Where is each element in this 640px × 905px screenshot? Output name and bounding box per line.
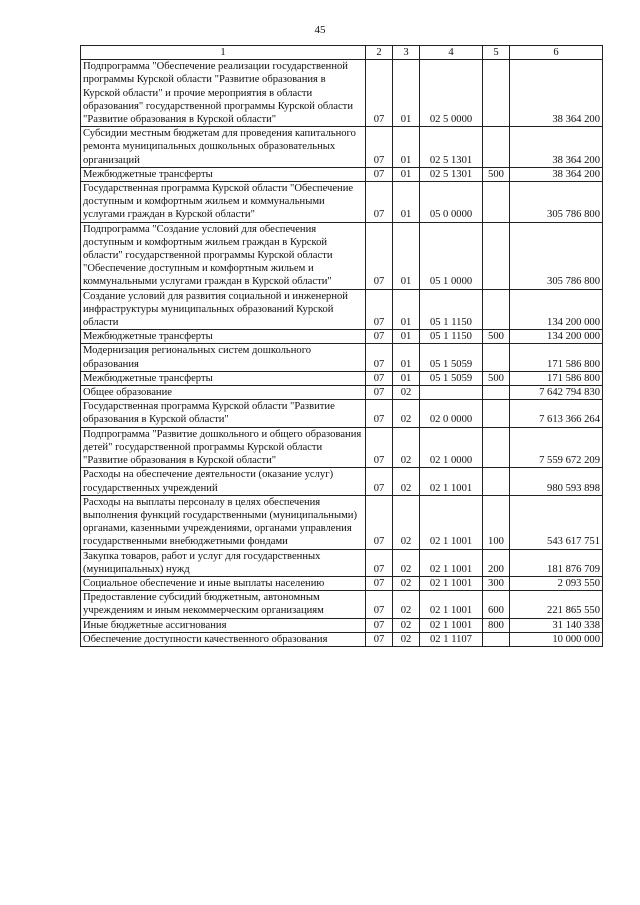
row-target-code-cell: 05 1 5059 xyxy=(420,344,483,371)
column-header: 4 xyxy=(420,46,483,60)
row-section-cell: 07 xyxy=(366,386,393,400)
row-name-cell: Социальное обеспечение и иные выплаты населению xyxy=(81,576,366,590)
row-name-cell: Субсидии местным бюджетам для проведения капитального ремонта муниципальных дошкольных образовательных организаций xyxy=(81,127,366,168)
row-amount-cell: 10 000 000 xyxy=(510,632,603,646)
table-row xyxy=(81,427,603,468)
row-subsection-cell: 02 xyxy=(393,427,420,468)
table-row xyxy=(81,632,603,646)
row-expense-type-cell xyxy=(483,222,510,289)
row-subsection-cell: 02 xyxy=(393,632,420,646)
row-expense-type-cell xyxy=(483,468,510,495)
row-name-cell: Государственная программа Курской области "Обеспечение доступным и комфортным жильем и коммунальными услугами граждан в Курской области" xyxy=(81,182,366,223)
table-row xyxy=(81,386,603,400)
row-section-cell: 07 xyxy=(366,427,393,468)
row-target-code-cell: 05 0 0000 xyxy=(420,182,483,223)
row-name-cell: Закупка товаров, работ и услуг для государственных (муниципальных) нужд xyxy=(81,549,366,576)
row-section-cell: 07 xyxy=(366,60,393,127)
column-header: 1 xyxy=(81,46,366,60)
row-expense-type-cell: 500 xyxy=(483,330,510,344)
row-amount-cell: 2 093 550 xyxy=(510,576,603,590)
row-target-code-cell: 02 1 1001 xyxy=(420,495,483,549)
row-expense-type-cell xyxy=(483,386,510,400)
row-subsection-cell: 02 xyxy=(393,576,420,590)
row-name-cell: Модернизация региональных систем дошкольного образования xyxy=(81,344,366,371)
table-row xyxy=(81,344,603,371)
row-section-cell: 07 xyxy=(366,400,393,427)
row-expense-type-cell: 600 xyxy=(483,591,510,618)
row-expense-type-cell xyxy=(483,182,510,223)
row-target-code-cell: 02 1 1001 xyxy=(420,591,483,618)
row-expense-type-cell xyxy=(483,427,510,468)
row-expense-type-cell: 300 xyxy=(483,576,510,590)
row-section-cell: 07 xyxy=(366,289,393,330)
row-name-cell: Общее образование xyxy=(81,386,366,400)
table-row xyxy=(81,549,603,576)
row-section-cell: 07 xyxy=(366,468,393,495)
row-subsection-cell: 02 xyxy=(393,549,420,576)
row-subsection-cell: 01 xyxy=(393,182,420,223)
row-amount-cell: 305 786 800 xyxy=(510,222,603,289)
row-target-code-cell: 05 1 1150 xyxy=(420,289,483,330)
row-expense-type-cell xyxy=(483,60,510,127)
row-subsection-cell: 02 xyxy=(393,468,420,495)
row-amount-cell: 181 876 709 xyxy=(510,549,603,576)
row-amount-cell: 305 786 800 xyxy=(510,182,603,223)
row-expense-type-cell xyxy=(483,400,510,427)
row-name-cell: Межбюджетные трансферты xyxy=(81,371,366,385)
row-amount-cell: 38 364 200 xyxy=(510,127,603,168)
row-target-code-cell: 02 5 1301 xyxy=(420,167,483,181)
row-section-cell: 07 xyxy=(366,222,393,289)
row-subsection-cell: 02 xyxy=(393,591,420,618)
row-name-cell: Расходы на выплаты персоналу в целях обеспечения выполнения функций государственными (муниципальными) органами, казенными учреждениями, органами управления государственными внебюджетными фондами xyxy=(81,495,366,549)
row-amount-cell: 7 613 366 264 xyxy=(510,400,603,427)
row-section-cell: 07 xyxy=(366,344,393,371)
row-expense-type-cell xyxy=(483,344,510,371)
table-row xyxy=(81,576,603,590)
row-subsection-cell: 02 xyxy=(393,400,420,427)
row-section-cell: 07 xyxy=(366,330,393,344)
row-target-code-cell: 02 1 1001 xyxy=(420,549,483,576)
row-subsection-cell: 01 xyxy=(393,222,420,289)
row-section-cell: 07 xyxy=(366,549,393,576)
row-section-cell: 07 xyxy=(366,182,393,223)
table-row xyxy=(81,330,603,344)
row-section-cell: 07 xyxy=(366,495,393,549)
row-name-cell: Предоставление субсидий бюджетным, автономным учреждениям и иным некоммерческим организациям xyxy=(81,591,366,618)
row-section-cell: 07 xyxy=(366,576,393,590)
table-row xyxy=(81,127,603,168)
row-expense-type-cell: 500 xyxy=(483,167,510,181)
row-target-code-cell xyxy=(420,386,483,400)
row-subsection-cell: 01 xyxy=(393,60,420,127)
table-row xyxy=(81,222,603,289)
row-subsection-cell: 01 xyxy=(393,167,420,181)
table-row xyxy=(81,60,603,127)
budget-table xyxy=(80,45,603,647)
row-amount-cell: 171 586 800 xyxy=(510,344,603,371)
row-expense-type-cell xyxy=(483,289,510,330)
table-row xyxy=(81,495,603,549)
row-amount-cell: 221 865 550 xyxy=(510,591,603,618)
row-name-cell: Создание условий для развития социальной и инженерной инфраструктуры муниципальных образований Курской области xyxy=(81,289,366,330)
row-target-code-cell: 05 1 0000 xyxy=(420,222,483,289)
row-section-cell: 07 xyxy=(366,371,393,385)
row-target-code-cell: 02 5 0000 xyxy=(420,60,483,127)
row-amount-cell: 171 586 800 xyxy=(510,371,603,385)
row-target-code-cell: 02 1 1001 xyxy=(420,468,483,495)
table-header-row xyxy=(81,46,603,60)
row-target-code-cell: 02 1 1107 xyxy=(420,632,483,646)
row-expense-type-cell: 100 xyxy=(483,495,510,549)
table-row xyxy=(81,591,603,618)
row-subsection-cell: 02 xyxy=(393,618,420,632)
column-header: 3 xyxy=(393,46,420,60)
row-amount-cell: 38 364 200 xyxy=(510,167,603,181)
row-target-code-cell: 05 1 1150 xyxy=(420,330,483,344)
row-amount-cell: 7 559 672 209 xyxy=(510,427,603,468)
row-name-cell: Межбюджетные трансферты xyxy=(81,167,366,181)
page-number: 45 xyxy=(314,24,326,36)
row-name-cell: Иные бюджетные ассигнования xyxy=(81,618,366,632)
row-expense-type-cell: 200 xyxy=(483,549,510,576)
row-name-cell: Подпрограмма "Обеспечение реализации государственной программы Курской области "Развитие образования в Курской области" и прочие мероприятия в области образования" государственной программы Курской области "Развитие образования в Курской области" xyxy=(81,60,366,127)
row-expense-type-cell xyxy=(483,632,510,646)
row-subsection-cell: 01 xyxy=(393,330,420,344)
row-name-cell: Государственная программа Курской области "Развитие образования в Курской области" xyxy=(81,400,366,427)
column-header: 5 xyxy=(483,46,510,60)
row-expense-type-cell: 800 xyxy=(483,618,510,632)
row-target-code-cell: 02 1 0000 xyxy=(420,427,483,468)
row-subsection-cell: 01 xyxy=(393,344,420,371)
table-row xyxy=(81,618,603,632)
row-section-cell: 07 xyxy=(366,127,393,168)
row-subsection-cell: 01 xyxy=(393,371,420,385)
row-section-cell: 07 xyxy=(366,167,393,181)
row-amount-cell: 31 140 338 xyxy=(510,618,603,632)
row-target-code-cell: 02 0 0000 xyxy=(420,400,483,427)
table-row xyxy=(81,289,603,330)
table-row xyxy=(81,182,603,223)
row-subsection-cell: 02 xyxy=(393,495,420,549)
table-row xyxy=(81,400,603,427)
row-amount-cell: 980 593 898 xyxy=(510,468,603,495)
table-row xyxy=(81,371,603,385)
table-row xyxy=(81,468,603,495)
row-subsection-cell: 02 xyxy=(393,386,420,400)
row-amount-cell: 134 200 000 xyxy=(510,289,603,330)
row-target-code-cell: 02 1 1001 xyxy=(420,618,483,632)
row-section-cell: 07 xyxy=(366,618,393,632)
row-expense-type-cell xyxy=(483,127,510,168)
row-name-cell: Подпрограмма "Развитие дошкольного и общего образования детей" государственной программы Курской области "Развитие образования в Курской области" xyxy=(81,427,366,468)
row-subsection-cell: 01 xyxy=(393,127,420,168)
row-name-cell: Подпрограмма "Создание условий для обеспечения доступным и комфортным жильем граждан в Курской области" государственной программы Курской области "Обеспечение доступным и комфортным жильем и коммунальными услугами граждан в Курской области" xyxy=(81,222,366,289)
row-expense-type-cell: 500 xyxy=(483,371,510,385)
row-name-cell: Обеспечение доступности качественного образования xyxy=(81,632,366,646)
row-section-cell: 07 xyxy=(366,591,393,618)
row-amount-cell: 543 617 751 xyxy=(510,495,603,549)
row-name-cell: Расходы на обеспечение деятельности (оказание услуг) государственных учреждений xyxy=(81,468,366,495)
row-section-cell: 07 xyxy=(366,632,393,646)
row-amount-cell: 38 364 200 xyxy=(510,60,603,127)
row-name-cell: Межбюджетные трансферты xyxy=(81,330,366,344)
row-target-code-cell: 02 5 1301 xyxy=(420,127,483,168)
column-header: 6 xyxy=(510,46,603,60)
row-subsection-cell: 01 xyxy=(393,289,420,330)
row-target-code-cell: 02 1 1001 xyxy=(420,576,483,590)
row-amount-cell: 134 200 000 xyxy=(510,330,603,344)
column-header: 2 xyxy=(366,46,393,60)
row-amount-cell: 7 642 794 830 xyxy=(510,386,603,400)
table-row xyxy=(81,167,603,181)
row-target-code-cell: 05 1 5059 xyxy=(420,371,483,385)
